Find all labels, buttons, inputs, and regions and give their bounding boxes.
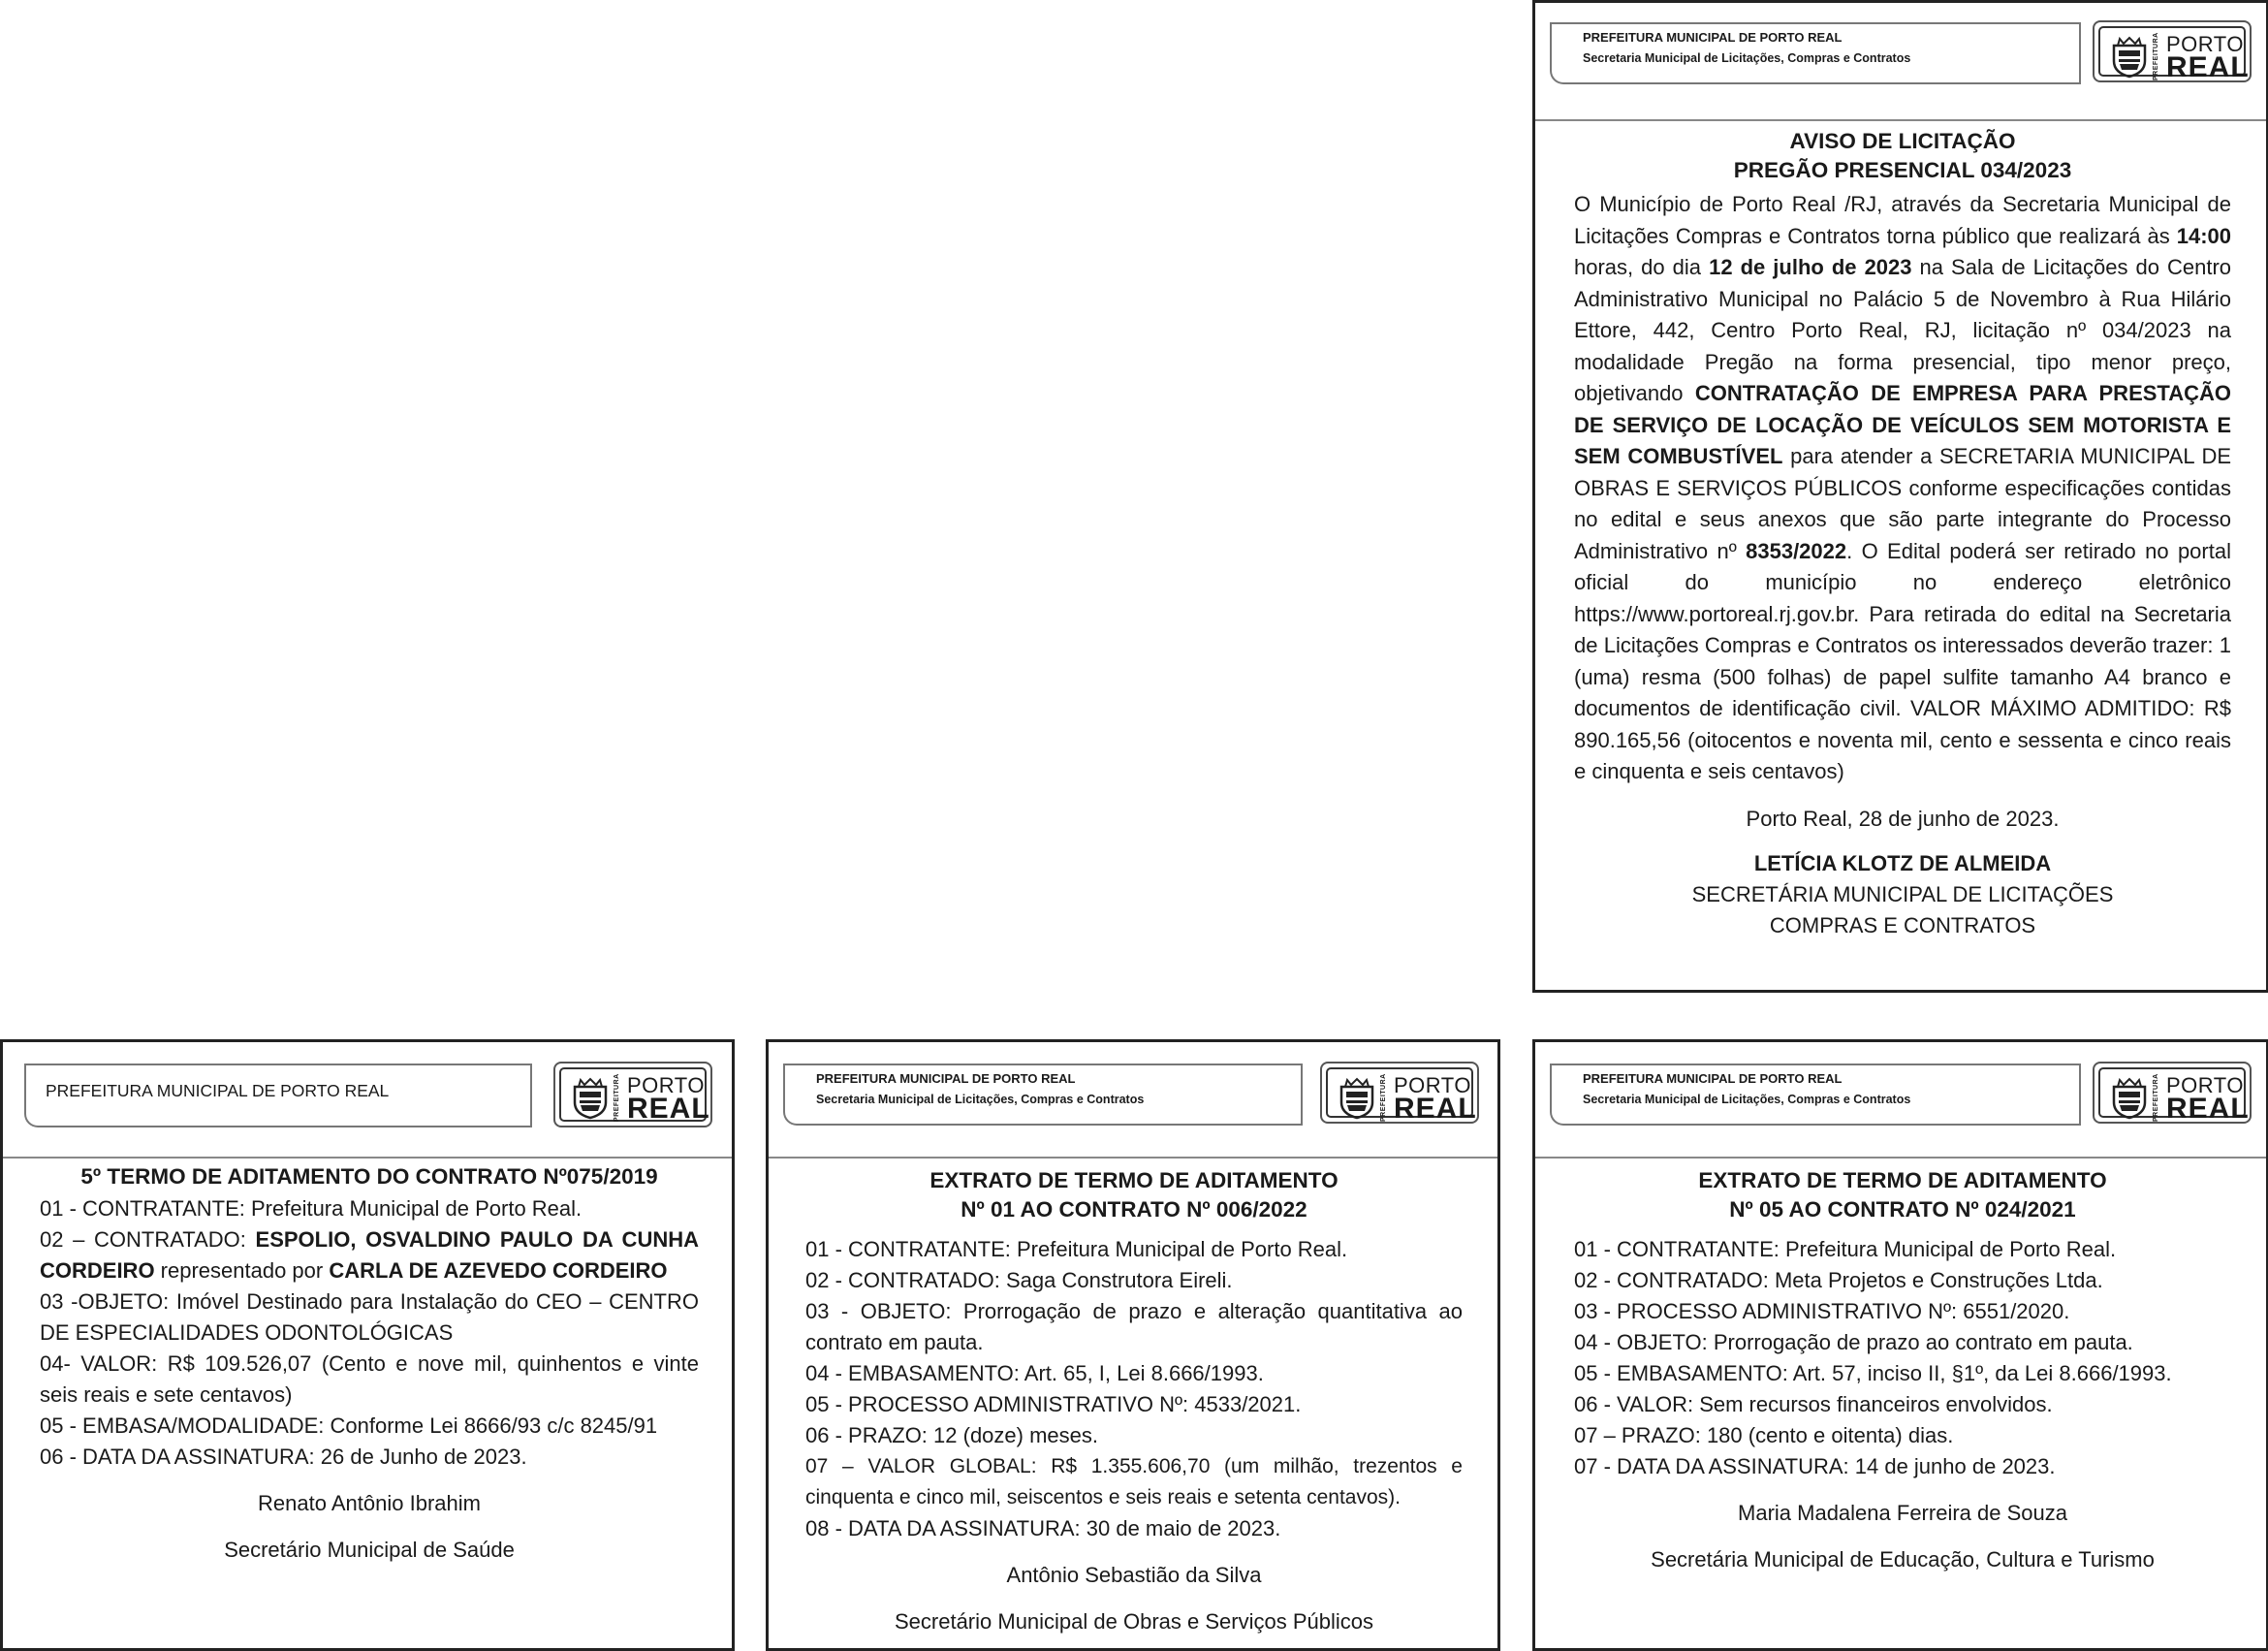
termo5-contratante: 01 - CONTRATANTE: Prefeitura Municipal de Porto Real. [40,1196,583,1221]
header-prefeitura: PREFEITURA MUNICIPAL DE PORTO REAL [1583,1071,1843,1086]
header-prefeitura: PREFEITURA MUNICIPAL DE PORTO REAL [816,1071,1076,1086]
termo5-contratado: 02 – CONTRATADO: ESPOLIO, OSVALDINO PAULO DA CUNHA CORDEIRO representado por CARLA DE AZEVEDO CORDEIRO [40,1227,699,1283]
extrato1-prazo: 06 - PRAZO: 12 (doze) meses. [805,1423,1098,1447]
extrato5-assinatura: 07 - DATA DA ASSINATURA: 14 de junho de 2023. [1574,1454,2056,1478]
coat-of-arms-icon [2110,1077,2149,1120]
aviso-body: O Município de Porto Real /RJ, através da Secretaria Municipal de Licitações Compras e Contratos torna público que realizará às 14:00 horas, do dia 12 de julho de 2023 na Sala de Licitações do Centro Administrativo Municipal no Palácio 5 de Novembro à Rua Hilário Ettore, 442, Centro Porto Real, RJ, licitação nº 034/2023 na modalidade Pregão na forma presencial, tipo menor preço, objetivando CONTRATAÇÃO DE EMPRESA PARA PRESTAÇÃO DE SERVIÇO DE LOCAÇÃO DE VEÍCULOS SEM MOTORISTA E SEM COMBUSTÍVEL para atender a SECRETARIA MUNICIPAL DE OBRAS E SERVIÇOS PÚBLICOS conforme especificações contidas no edital e seus anexos que são parte integrante do Processo Administrativo nº 8353/2022. O Edital poderá ser retirado no portal oficial do município no endereço eletrônico https://www.portoreal.rj.gov.br. Para retirada do edital na Secretaria de Licitações Compras e Contratos os interessados deverão trazer: 1 (uma) resma (500 folhas) de papel sulfite tamanho A4 branco e documentos de identificação civil. VALOR MÁXIMO ADMITIDO: R$ 890.165,56 (oitocentos e noventa mil, cento e sessenta e cinco reais e cinquenta e seis centavos) [1574,192,2232,783]
extrato1-contratante: 01 - CONTRATANTE: Prefeitura Municipal de Porto Real. [805,1237,1348,1261]
aviso-title: AVISO DE LICITAÇÃO [1789,129,2016,153]
logo-porto: PORTO [2166,1073,2244,1097]
logo-porto: PORTO [2166,32,2244,56]
header-frame [1550,1064,2081,1126]
extrato5-objeto: 04 - OBJETO: Prorrogação de prazo ao contrato em pauta. [1574,1330,2133,1354]
logo-real: REAL [627,1093,710,1125]
header-secretaria: Secretaria Municipal de Licitações, Compras e Contratos [1583,1093,1911,1106]
coat-of-arms-icon [1338,1077,1376,1120]
extrato5-role: Secretária Municipal de Educação, Cultura e Turismo [1651,1547,2155,1572]
logo-porto: PORTO [1394,1073,1471,1097]
header-prefeitura: PREFEITURA MUNICIPAL DE PORTO REAL [1583,30,1843,45]
termo5-title: 5º TERMO DE ADITAMENTO DO CONTRATO Nº075/2019 [80,1164,658,1189]
extrato5-subtitle: Nº 05 AO CONTRATO Nº 024/2021 [1729,1197,2076,1222]
aviso-signer: LETÍCIA KLOTZ DE ALMEIDA [1753,850,2052,875]
coat-of-arms-icon [2110,36,2149,79]
notice-header [1535,1042,2266,1159]
porto-real-logo [553,1062,712,1127]
extrato1-title: EXTRATO DE TERMO DE ADITAMENTO [929,1168,1339,1192]
termo5-embasa: 05 - EMBASA/MODALIDADE: Conforme Lei 8666/93 c/c 8245/91 [40,1413,658,1438]
notice-header [3,1042,732,1159]
logo-real: REAL [2166,1093,2250,1125]
termo5-objeto: 03 -OBJETO: Imóvel Destinado para Instalação do CEO – CENTRO DE ESPECIALIDADES ODONTOLÓGICAS [40,1289,699,1345]
aviso-place-date: Porto Real, 28 de junho de 2023. [1746,806,2060,831]
logo-porto: PORTO [627,1073,705,1097]
extrato5-valor: 06 - VALOR: Sem recursos financeiros envolvidos. [1574,1392,2053,1416]
extrato-aditamento-01-notice [766,1039,1500,1651]
aviso-licitacao-notice [1532,0,2268,993]
termo5-assinatura: 06 - DATA DA ASSINATURA: 26 de Junho de 2023. [40,1445,527,1469]
extrato1-embasamento: 04 - EMBASAMENTO: Art. 65, I, Lei 8.666/1993. [805,1361,1264,1385]
notice-header [769,1042,1497,1159]
logo-real: REAL [2166,51,2250,83]
porto-real-logo [2093,1062,2252,1124]
porto-real-logo [1320,1062,1479,1124]
termo5-signer: Renato Antônio Ibrahim [258,1491,481,1515]
header-frame [1550,22,2081,84]
termo5-role: Secretário Municipal de Saúde [224,1538,515,1562]
extrato1-processo: 05 - PROCESSO ADMINISTRATIVO Nº: 4533/2021. [805,1392,1302,1416]
extrato5-contratado: 02 - CONTRATADO: Meta Projetos e Construções Ltda. [1574,1268,2103,1292]
coat-of-arms-icon [571,1077,610,1120]
porto-real-logo [2093,20,2252,82]
extrato1-subtitle: Nº 01 AO CONTRATO Nº 006/2022 [961,1197,1307,1222]
logo-prefeitura-vertical: PREFEITURA [2153,32,2159,80]
header-secretaria: Secretaria Municipal de Licitações, Compras e Contratos [1583,51,1911,65]
extrato5-signer: Maria Madalena Ferreira de Souza [1738,1501,2067,1525]
extrato5-embasamento: 05 - EMBASAMENTO: Art. 57, inciso II, §1º, da Lei 8.666/1993. [1574,1361,2172,1385]
termo-aditamento-notice [0,1039,735,1651]
notice-header [1535,3,2266,121]
logo-prefeitura-vertical: PREFEITURA [2153,1073,2159,1122]
extrato5-prazo: 07 – PRAZO: 180 (cento e oitenta) dias. [1574,1423,1954,1447]
logo-real: REAL [1394,1093,1477,1125]
aviso-role-line2: COMPRAS E CONTRATOS [1769,912,2036,937]
extrato1-signer: Antônio Sebastião da Silva [1006,1563,1262,1587]
extrato1-role: Secretário Municipal de Obras e Serviços Públicos [894,1609,1373,1634]
header-prefeitura: PREFEITURA MUNICIPAL DE PORTO REAL [46,1081,390,1100]
logo-prefeitura-vertical: PREFEITURA [614,1073,620,1122]
extrato5-contratante: 01 - CONTRATANTE: Prefeitura Municipal de Porto Real. [1574,1237,2117,1261]
aviso-role-line1: SECRETÁRIA MUNICIPAL DE LICITAÇÕES [1691,881,2114,906]
extrato1-contratado: 02 - CONTRATADO: Saga Construtora Eireli. [805,1268,1233,1292]
extrato1-valor: 07 – VALOR GLOBAL: R$ 1.355.606,70 (um milhão, trezentos e cinquenta e cinco mil, seiscentos e seis reais e setenta centavos). [805,1455,1463,1508]
extrato-aditamento-05-notice [1532,1039,2268,1651]
extrato1-objeto: 03 - OBJETO: Prorrogação de prazo e alteração quantitativa ao contrato em pauta. [805,1299,1463,1354]
termo5-valor: 04- VALOR: R$ 109.526,07 (Cento e nove mil, quinhentos e vinte seis reais e sete centavos) [40,1351,699,1407]
extrato5-title: EXTRATO DE TERMO DE ADITAMENTO [1698,1168,2107,1192]
aviso-subtitle: PREGÃO PRESENCIAL 034/2023 [1733,158,2072,182]
extrato1-assinatura: 08 - DATA DA ASSINATURA: 30 de maio de 2023. [805,1516,1281,1540]
header-secretaria: Secretaria Municipal de Licitações, Compras e Contratos [816,1093,1145,1106]
logo-prefeitura-vertical: PREFEITURA [1380,1073,1387,1122]
header-frame [24,1064,532,1127]
header-frame [783,1064,1303,1126]
extrato5-processo: 03 - PROCESSO ADMINISTRATIVO Nº: 6551/2020. [1574,1299,2070,1323]
